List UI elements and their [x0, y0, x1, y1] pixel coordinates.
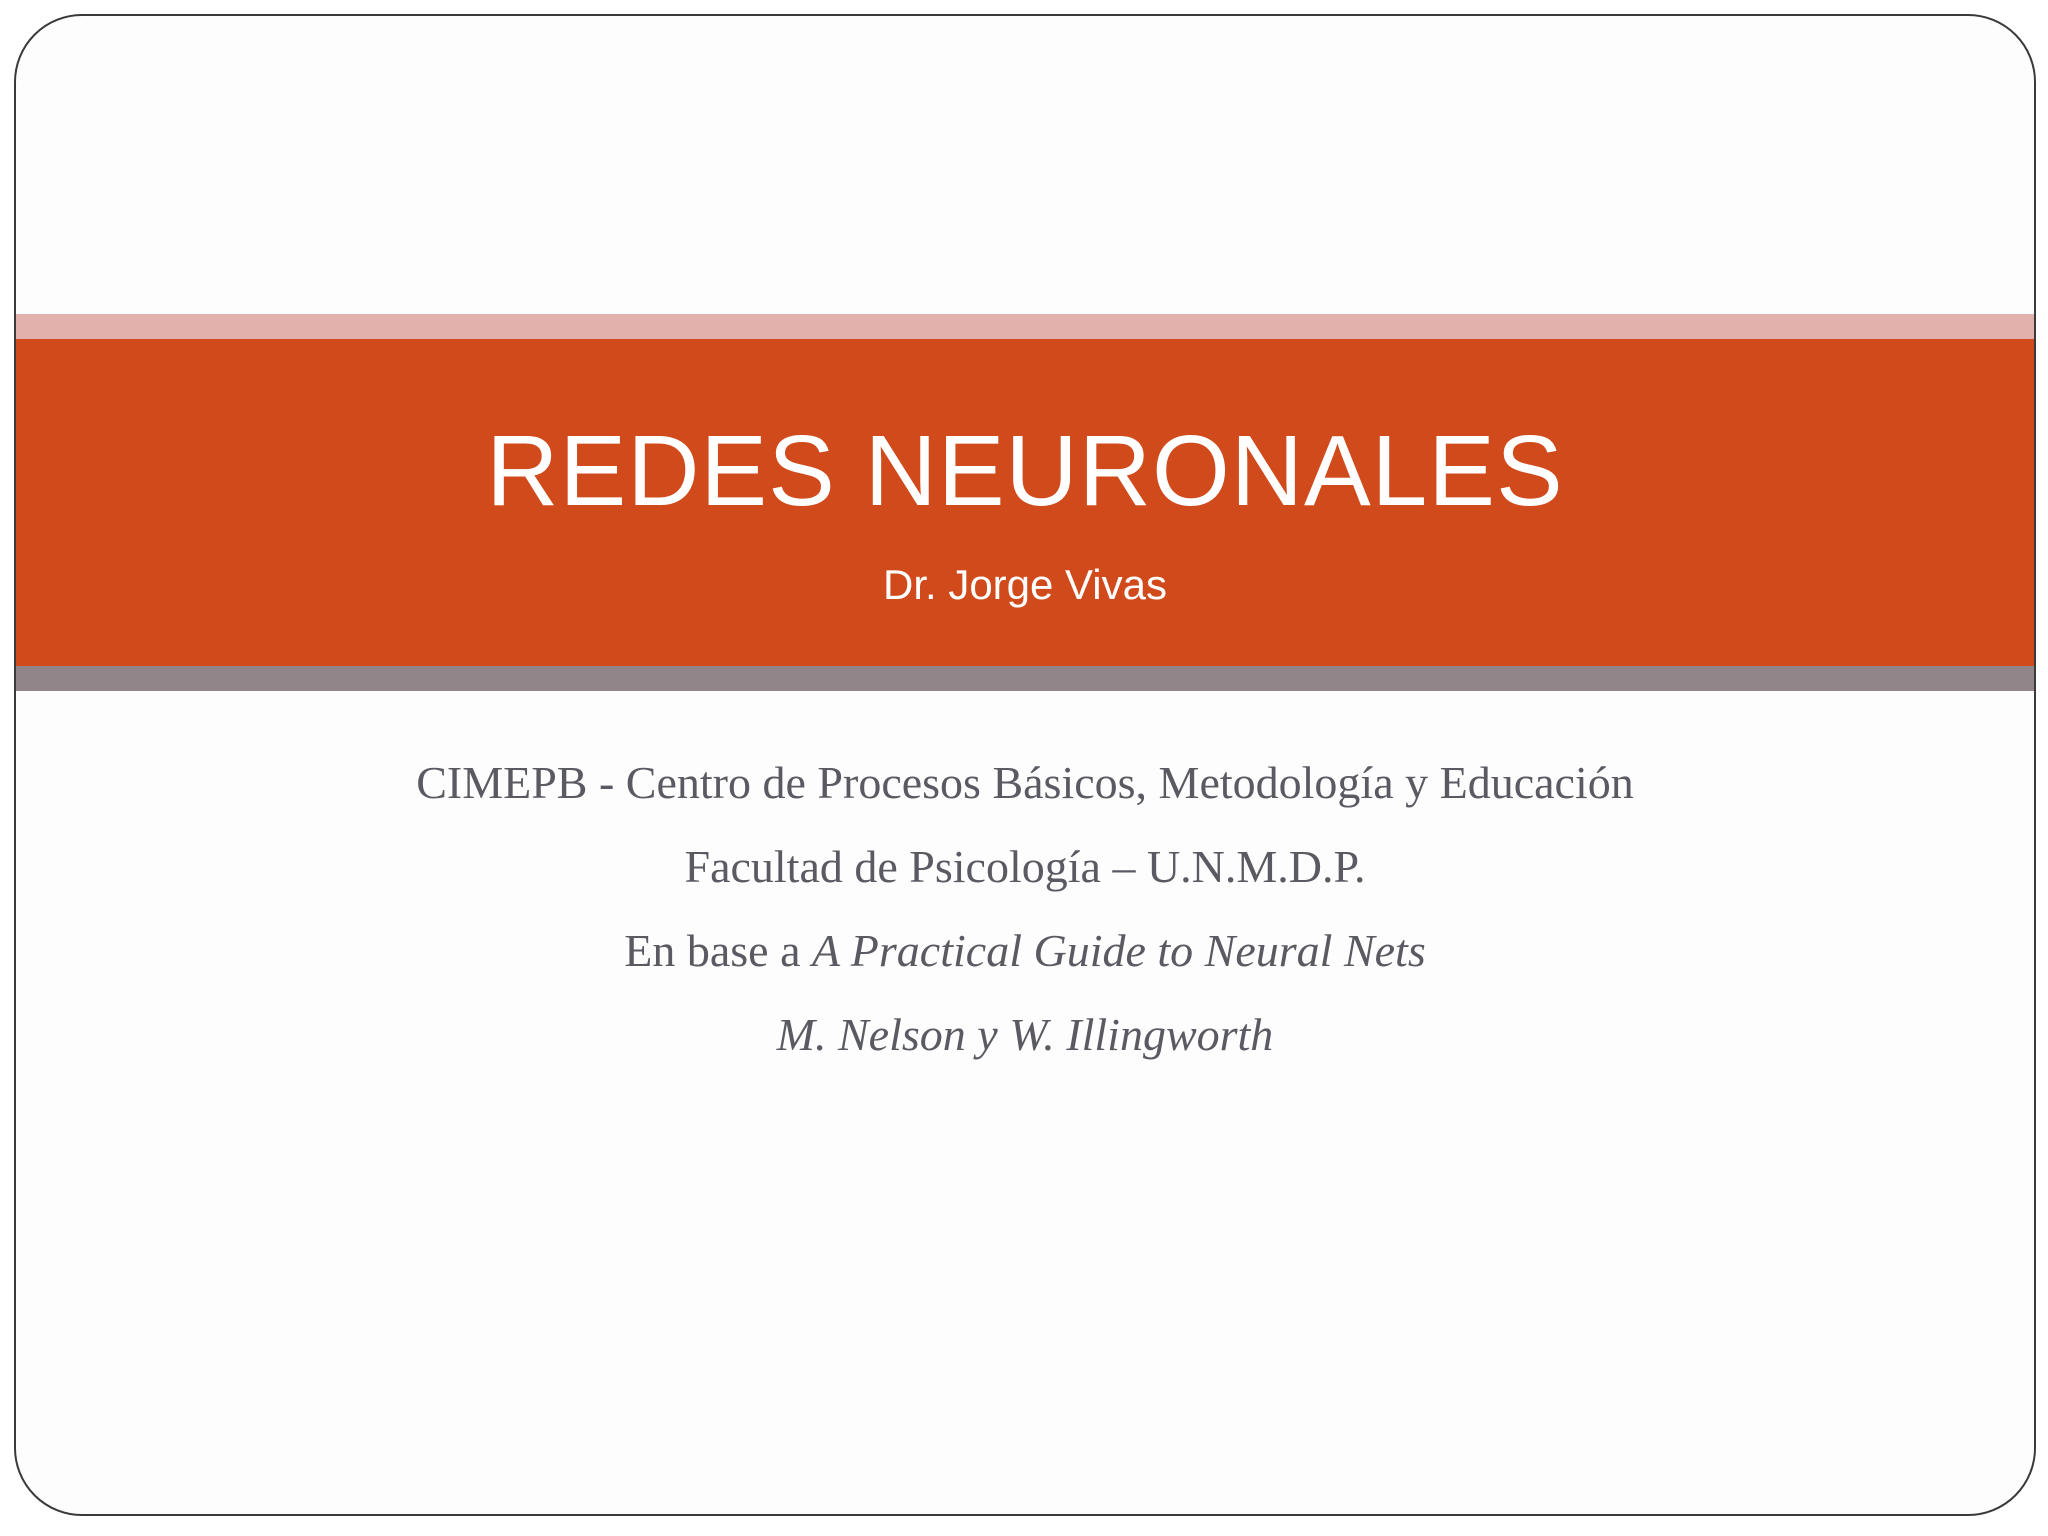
faculty-line: Facultad de Psicología – U.N.M.D.P.: [684, 841, 1366, 892]
title-band-bottom-stripe: [16, 666, 2034, 691]
institution-line: CIMEPB - Centro de Procesos Básicos, Metodología y Educación: [416, 757, 1634, 808]
basis-prefix: En base a: [624, 925, 813, 976]
basis-line: [16, 920, 2034, 1004]
authors-line: M. Nelson y W. Illingworth: [776, 1009, 1274, 1060]
slide-body: [16, 752, 2034, 1088]
slide-subtitle: Dr. Jorge Vivas: [882, 561, 1167, 608]
slide: [14, 14, 2036, 1516]
title-band-top-stripe: [16, 314, 2034, 339]
book-title: A Practical Guide to Neural Nets: [812, 925, 1426, 976]
slide-title: REDES NEURONALES: [486, 415, 1564, 527]
